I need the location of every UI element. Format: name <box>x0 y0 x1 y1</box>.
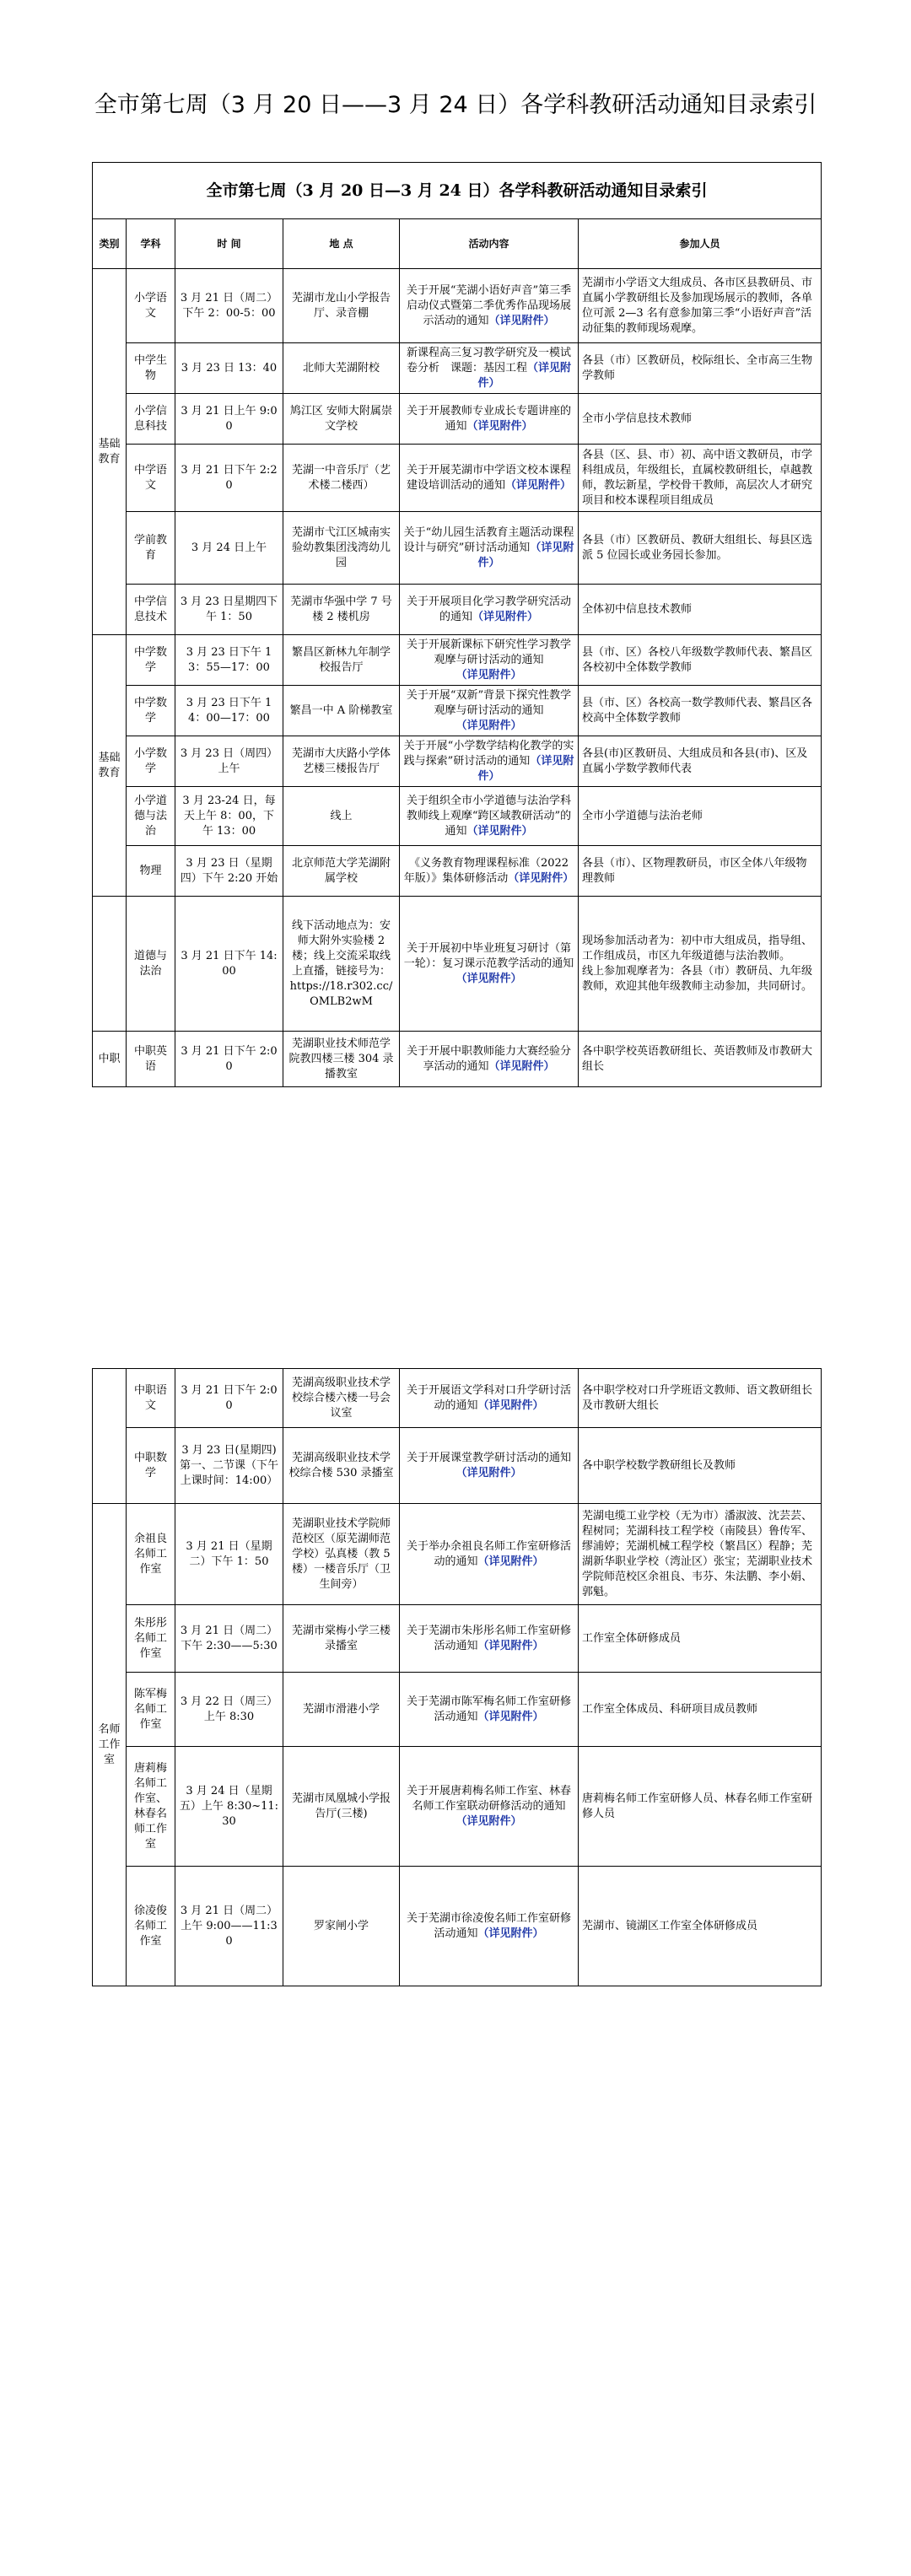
subject-cell: 物理 <box>127 846 175 897</box>
time-cell: 3 月 24 日上午 <box>175 512 283 585</box>
attachment-link[interactable]: （详见附件） <box>477 1398 544 1412</box>
place-cell: 芜湖市华强中学 7 号楼 2 楼机房 <box>283 585 400 635</box>
subject-cell: 陈军梅名师工作室 <box>127 1673 175 1747</box>
participants-cell: 全市小学信息技术教师 <box>579 394 822 445</box>
participants-cell: 芜湖市、镜湖区工作室全体研修成员 <box>579 1867 822 1986</box>
attachment-link[interactable]: （详见附件） <box>456 1814 522 1828</box>
attachment-link[interactable]: （详见附件） <box>488 314 555 327</box>
time-cell: 3 月 23 日 13：40 <box>175 343 283 394</box>
activity-index-table <box>92 162 822 1087</box>
content-cell <box>400 269 579 343</box>
table-row <box>93 787 822 846</box>
activity-content-text: 《义务教育物理课程标准（2022 年版）》集体研修活动 <box>403 856 569 885</box>
activity-content-text: 关于开展“双新”背景下探究性教学观摩与研讨活动的通知 <box>406 688 572 717</box>
table-row <box>93 585 822 635</box>
time-cell: 3 月 23 日（周四）上午 <box>175 736 283 787</box>
table-row <box>93 897 822 1032</box>
activity-content-text: 关于开展项目化学习教学研究活动的通知 <box>406 595 571 623</box>
subject-cell: 小学信息科技 <box>127 394 175 445</box>
activity-index-table-continued <box>92 1368 822 1986</box>
content-cell <box>400 512 579 585</box>
table-row <box>93 1369 822 1428</box>
header-subject: 学科 <box>127 219 175 269</box>
subject-cell: 中职语文 <box>127 1369 175 1428</box>
place-cell: 芜湖职业技术师范学院教四楼三楼 304 录播教室 <box>283 1032 400 1087</box>
time-cell: 3 月 23 日（星期四）下午 2:20 开始 <box>175 846 283 897</box>
subject-cell: 中学数学 <box>127 686 175 736</box>
attachment-link[interactable]: （详见附件） <box>477 541 574 569</box>
table-row <box>93 445 822 512</box>
content-cell <box>400 635 579 686</box>
time-cell: 3 月 23-24 日，每天上午 8：00，下午 13：00 <box>175 787 283 846</box>
participants-cell: 各县(市)区教研员、大组成员和各县(市)、区及直属小学数学教师代表 <box>579 736 822 787</box>
category-cell <box>93 897 127 1032</box>
activity-content-text: 关于开展唐莉梅名师工作室、林春名师工作室联动研修活动的通知 <box>406 1784 571 1813</box>
participants-cell: 全体初中信息技术教师 <box>579 585 822 635</box>
table-row <box>93 269 822 343</box>
content-cell <box>400 787 579 846</box>
activity-content-text: 关于开展新课标下研究性学习教学观摩与研讨活动的通知 <box>406 638 571 666</box>
time-cell: 3 月 21 日上午 9:00 <box>175 394 283 445</box>
table-row <box>93 1605 822 1673</box>
subject-cell: 中职数学 <box>127 1428 175 1504</box>
participants-cell: 唐莉梅名师工作室研修人员、林春名师工作室研修人员 <box>579 1747 822 1867</box>
attachment-link[interactable]: （详见附件） <box>477 1927 544 1940</box>
content-cell <box>400 1673 579 1747</box>
participants-cell: 现场参加活动者为：初中市大组成员，指导组、工作组成员，市区九年级道德与法治教师。 线上参加观摩者为：各县（市）教研员、九年级教师，欢迎其他年级教师主动参加，共同研讨。 <box>579 897 822 1032</box>
place-cell: 繁昌区新林九年制学校报告厅 <box>283 635 400 686</box>
content-cell <box>400 1605 579 1673</box>
subject-cell: 唐莉梅名师工作室、林春名师工作室 <box>127 1747 175 1867</box>
activity-content-text: 关于开展课堂教学研讨活动的通知 <box>406 1451 571 1464</box>
table-row <box>93 736 822 787</box>
place-cell: 芜湖市大庆路小学体艺楼三楼报告厅 <box>283 736 400 787</box>
table-row <box>93 1428 822 1504</box>
attachment-link[interactable]: （详见附件） <box>466 824 533 838</box>
place-cell: 线上 <box>283 787 400 846</box>
subject-cell: 小学语文 <box>127 269 175 343</box>
subject-cell: 小学数学 <box>127 736 175 787</box>
time-cell: 3 月 21 日（周二）上午 9:00——11:30 <box>175 1867 283 1986</box>
header-category: 类别 <box>93 219 127 269</box>
content-cell <box>400 1504 579 1605</box>
table-row <box>93 394 822 445</box>
attachment-link[interactable]: （详见附件） <box>505 478 572 492</box>
table-row <box>93 686 822 736</box>
table-row <box>93 1867 822 1986</box>
activity-content-text: 关于开展初中毕业班复习研讨（第一轮）：复习课示范教学活动的通知 <box>403 941 574 970</box>
attachment-link[interactable]: （详见附件） <box>488 1059 555 1073</box>
subject-cell: 中职英语 <box>127 1032 175 1087</box>
time-cell: 3 月 21 日下午 2:00 <box>175 1032 283 1087</box>
participants-cell: 县（市、区）各校高一数学教师代表、繁昌区各校高中全体数学教师 <box>579 686 822 736</box>
content-cell <box>400 846 579 897</box>
category-cell: 名师工作室 <box>93 1504 127 1986</box>
category-cell <box>93 1369 127 1504</box>
time-cell: 3 月 21 日下午 2:00 <box>175 1369 283 1428</box>
participants-cell: 全市小学道德与法治老师 <box>579 787 822 846</box>
participants-cell: 各县（市）、区物理教研员，市区全体八年级物理教师 <box>579 846 822 897</box>
place-cell: 芜湖高级职业技术学校综合楼 530 录播室 <box>283 1428 400 1504</box>
activity-content-text: 关于芜湖市陈军梅名师工作室研修活动通知 <box>406 1695 571 1723</box>
content-cell <box>400 897 579 1032</box>
activity-content-text: 关于开展语文学科对口升学研讨活动的通知 <box>406 1383 571 1412</box>
activity-content-text: 关于芜湖市徐凌俊名师工作室研修活动通知 <box>406 1911 571 1940</box>
activity-content-text: 关于举办余祖良名师工作室研修活动的通知 <box>406 1539 571 1568</box>
time-cell: 3 月 24 日（星期五）上午 8:30~11:30 <box>175 1747 283 1867</box>
place-cell: 芜湖市弋江区城南实验幼教集团浅湾幼儿园 <box>283 512 400 585</box>
participants-cell: 芜湖电缆工业学校（无为市）潘淑波、沈芸芸、程树同；芜湖科技工程学校（南陵县）鲁传军、缪浦婷；芜湖机械工程学校（繁昌区）程静；芜湖新华职业学校（湾沚区）张宝；芜湖职业技术学院师范校区余祖良、韦芬、朱法鹏、李小娟、郭魁。 <box>579 1504 822 1605</box>
place-cell: 北师大芜湖附校 <box>283 343 400 394</box>
place-cell: 线下活动地点为：安师大附外实验楼 2 楼；线上交流采取线上直播，链接号为： https://18.r302.cc/OMLB2wM <box>283 897 400 1032</box>
header-participants: 参加人员 <box>579 219 822 269</box>
place-cell: 繁昌一中 A 阶梯教室 <box>283 686 400 736</box>
attachment-link[interactable]: （详见附件） <box>466 419 533 433</box>
participants-cell: 各县（区、县、市）初、高中语文教研员，市学科组成员，年级组长，直属校教研组长，卓越教师，教坛新星，学校骨干教师，高层次人才研究项目和校本课程项目组成员 <box>579 445 822 512</box>
table-row <box>93 635 822 686</box>
subject-cell: 中学生物 <box>127 343 175 394</box>
header-time: 时 间 <box>175 219 283 269</box>
place-cell: 芜湖一中音乐厅（艺术楼二楼西） <box>283 445 400 512</box>
table-row <box>93 512 822 585</box>
place-cell: 北京师范大学芜湖附属学校 <box>283 846 400 897</box>
place-cell: 芜湖职业技术学院师范校区（原芜湖师范学校）弘真楼（教 5 楼）一楼音乐厅（卫生间旁） <box>283 1504 400 1605</box>
content-cell <box>400 1867 579 1986</box>
category-cell: 中职 <box>93 1032 127 1087</box>
table-header <box>93 219 822 269</box>
place-cell: 罗家闸小学 <box>283 1867 400 1986</box>
activity-content-text: 关于开展教师专业成长专题讲座的通知 <box>406 404 571 433</box>
subject-cell: 中学数学 <box>127 635 175 686</box>
place-cell: 芜湖市凤凰城小学报告厅(三楼) <box>283 1747 400 1867</box>
attachment-link[interactable]: （详见附件） <box>456 1466 522 1479</box>
category-cell: 基础教育 <box>93 635 127 897</box>
content-cell <box>400 1428 579 1504</box>
participants-cell: 各县（市）区教研员，校际组长、全市高三生物学教师 <box>579 343 822 394</box>
time-cell: 3 月 23 日下午 13：55—17：00 <box>175 635 283 686</box>
attachment-link[interactable]: （详见附件） <box>472 610 539 623</box>
place-cell: 鸠江区 安师大附属崇文学校 <box>283 394 400 445</box>
activity-content-text: 关于开展中职教师能力大赛经验分享活动的通知 <box>406 1044 571 1073</box>
attachment-link[interactable]: （详见附件） <box>477 754 574 783</box>
content-cell <box>400 1747 579 1867</box>
content-cell <box>400 394 579 445</box>
time-cell: 3 月 23 日(星期四)第一、二节课（下午上课时间：14:00） <box>175 1428 283 1504</box>
header-place: 地 点 <box>283 219 400 269</box>
activity-content-text: 关于开展芜湖市中学语文校本课程建设培训活动的通知 <box>406 463 571 492</box>
attachment-link[interactable]: （详见附件） <box>477 1555 544 1568</box>
time-cell: 3 月 23 日星期四下午 1：50 <box>175 585 283 635</box>
activity-content-text: 新课程高三复习教学研究及一模试卷分析 课题：基因工程 <box>406 346 571 375</box>
activity-content-text: 关于开展“小学数学结构化教学的实践与探索”研讨活动的通知 <box>403 739 574 768</box>
content-cell <box>400 585 579 635</box>
activity-content-text: 关于组织全市小学道德与法治学科教师线上观摩“跨区域教研活动”的通知 <box>406 794 572 838</box>
attachment-link[interactable]: （详见附件） <box>456 972 522 985</box>
activity-content-text: 关于开展“芜湖小语好声音”第三季启动仪式暨第二季优秀作品现场展示活动的通知 <box>406 283 572 327</box>
participants-cell: 各中职学校英语教研组长、英语教师及市教研大组长 <box>579 1032 822 1087</box>
attachment-link[interactable]: （详见附件） <box>456 668 522 682</box>
attachment-link[interactable]: （详见附件） <box>477 1710 544 1723</box>
subject-cell: 道德与法治 <box>127 897 175 1032</box>
participants-cell: 芜湖市小学语文大组成员、各市区县教研员、市直属小学教研组长及参加现场展示的教师，各单位可派 2—3 名有意参加第三季“小语好声音”活动征集的教师现场观摩。 <box>579 269 822 343</box>
table-row <box>93 1747 822 1867</box>
table-row <box>93 1032 822 1087</box>
time-cell: 3 月 21 日（周二）下午 2：00-5：00 <box>175 269 283 343</box>
participants-cell: 工作室全体研修成员 <box>579 1605 822 1673</box>
subject-cell: 中学信息技术 <box>127 585 175 635</box>
participants-cell: 各中职学校对口升学班语文教师、语文教研组长及市教研大组长 <box>579 1369 822 1428</box>
attachment-link[interactable]: （详见附件） <box>477 1639 544 1652</box>
place-cell: 芜湖市滑港小学 <box>283 1673 400 1747</box>
content-cell <box>400 1032 579 1087</box>
attachment-link[interactable]: （详见附件） <box>456 719 522 732</box>
place-cell: 芜湖市棠梅小学三楼录播室 <box>283 1605 400 1673</box>
content-cell <box>400 445 579 512</box>
participants-cell: 各县（市）区教研员、教研大组组长、每县区选派 5 位园长或业务园长参加。 <box>579 512 822 585</box>
content-cell <box>400 686 579 736</box>
subject-cell: 朱彤彤名师工作室 <box>127 1605 175 1673</box>
subject-cell: 学前教育 <box>127 512 175 585</box>
content-cell <box>400 343 579 394</box>
participants-cell: 工作室全体成员、科研项目成员教师 <box>579 1673 822 1747</box>
place-cell: 芜湖市龙山小学报告厅、录音棚 <box>283 269 400 343</box>
table-row <box>93 846 822 897</box>
header-content: 活动内容 <box>400 219 579 269</box>
time-cell: 3 月 21 日下午 14:00 <box>175 897 283 1032</box>
time-cell: 3 月 21 日下午 2:20 <box>175 445 283 512</box>
subject-cell: 小学道德与法治 <box>127 787 175 846</box>
time-cell: 3 月 21 日（星期二）下午 1：50 <box>175 1504 283 1605</box>
time-cell: 3 月 21 日（周二）下午 2:30——5:30 <box>175 1605 283 1673</box>
content-cell <box>400 736 579 787</box>
subject-cell: 中学语文 <box>127 445 175 512</box>
attachment-link[interactable]: （详见附件） <box>477 361 572 390</box>
time-cell: 3 月 22 日（周三）上午 8:30 <box>175 1673 283 1747</box>
activity-content-text: 关于“幼儿园生活教育主题活动课程设计与研究”研讨活动通知 <box>403 525 574 554</box>
activity-content-text: 关于芜湖市朱彤彤名师工作室研修活动通知 <box>406 1624 571 1652</box>
participants-cell: 县（市、区）各校八年级数学教师代表、繁昌区各校初中全体数学教师 <box>579 635 822 686</box>
category-cell: 基础教育 <box>93 269 127 635</box>
subject-cell: 徐凌俊名师工作室 <box>127 1867 175 1986</box>
time-cell: 3 月 23 日下午 14：00—17：00 <box>175 686 283 736</box>
participants-cell: 各中职学校数学教研组长及教师 <box>579 1428 822 1504</box>
table-row <box>93 1504 822 1605</box>
table-row <box>93 343 822 394</box>
page-title: 全市第七周（3 月 20 日——3 月 24 日）各学科教研活动通知目录索引 <box>94 92 817 118</box>
table-row <box>93 1673 822 1747</box>
table-title: 全市第七周（3 月 20 日—3 月 24 日）各学科教研活动通知目录索引 <box>93 163 822 219</box>
place-cell: 芜湖高级职业技术学校综合楼六楼一号会议室 <box>283 1369 400 1428</box>
content-cell <box>400 1369 579 1428</box>
subject-cell: 余祖良名师工作室 <box>127 1504 175 1605</box>
attachment-link[interactable]: （详见附件） <box>508 871 574 885</box>
